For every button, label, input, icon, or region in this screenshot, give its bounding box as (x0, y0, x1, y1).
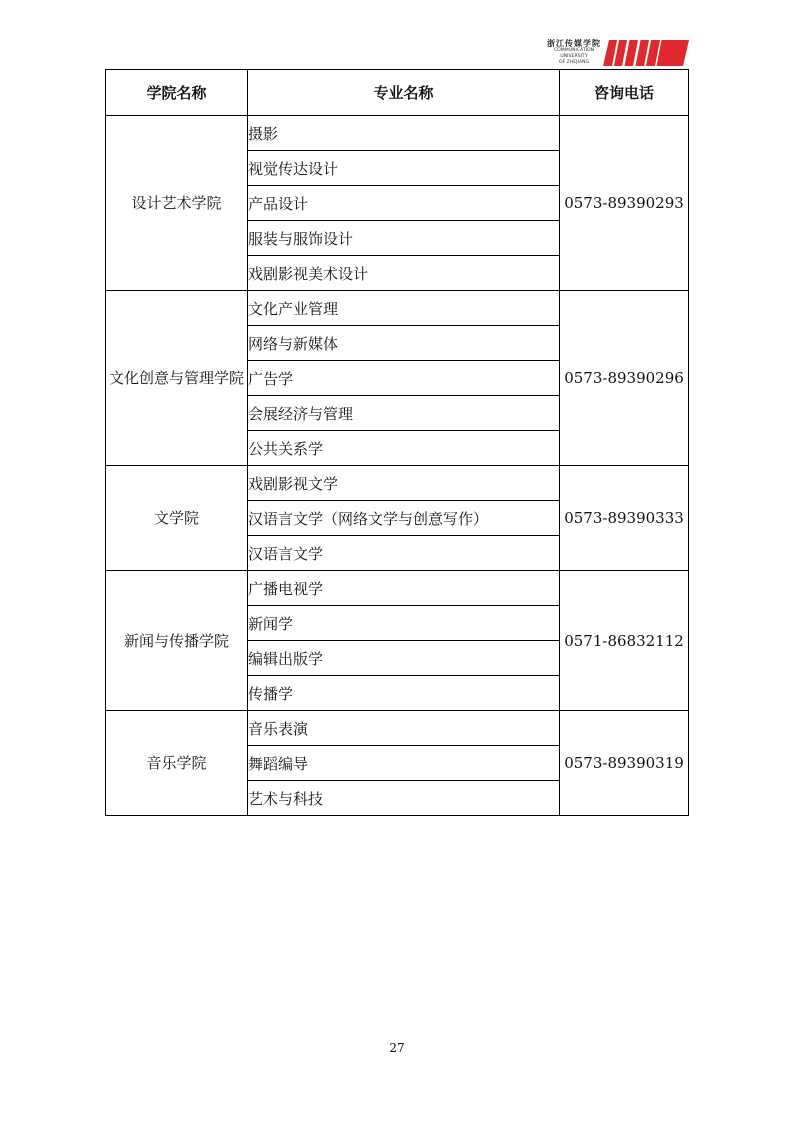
major-name: 会展经济与管理 (248, 396, 560, 431)
logo-stripes-icon (603, 40, 689, 66)
major-name: 汉语言文学（网络文学与创意写作） (248, 501, 560, 536)
header-major: 专业名称 (248, 70, 560, 116)
major-name: 广播电视学 (248, 571, 560, 606)
contact-phone: 0571-86832112 (560, 571, 689, 711)
logo-text (543, 38, 605, 65)
major-name: 文化产业管理 (248, 291, 560, 326)
page-number: 27 (389, 1041, 405, 1055)
contact-phone: 0573-89390293 (560, 116, 689, 291)
college-name: 文学院 (106, 466, 248, 571)
table-row (106, 291, 689, 326)
logo-english-name-line-1: COMMUNICATION (553, 48, 595, 53)
table-row (106, 711, 689, 746)
major-name: 网络与新媒体 (248, 326, 560, 361)
major-name: 产品设计 (248, 186, 560, 221)
major-name: 编辑出版学 (248, 641, 560, 676)
college-name: 新闻与传播学院 (106, 571, 248, 711)
major-name: 新闻学 (248, 606, 560, 641)
major-name: 传播学 (248, 676, 560, 711)
college-name: 文化创意与管理学院 (106, 291, 248, 466)
contact-phone: 0573-89390296 (560, 291, 689, 466)
major-name: 视觉传达设计 (248, 151, 560, 186)
university-logo (543, 38, 689, 68)
majors-contact-table (105, 69, 689, 816)
major-name: 服装与服饰设计 (248, 221, 560, 256)
logo-chinese-name: 浙江传媒学院 (547, 38, 601, 48)
major-name: 戏剧影视美术设计 (248, 256, 560, 291)
table-row (106, 571, 689, 606)
major-name: 音乐表演 (248, 711, 560, 746)
contact-phone: 0573-89390319 (560, 711, 689, 816)
logo-english-name-line-3: OF ZHEJIANG (558, 60, 590, 65)
major-name: 戏剧影视文学 (248, 466, 560, 501)
header-phone: 咨询电话 (560, 70, 689, 116)
logo-english-name-line-2: UNIVERSITY (560, 54, 588, 59)
major-name: 摄影 (248, 116, 560, 151)
major-name: 公共关系学 (248, 431, 560, 466)
college-name: 设计艺术学院 (106, 116, 248, 291)
table-row (106, 116, 689, 151)
major-name: 艺术与科技 (248, 781, 560, 816)
major-name: 广告学 (248, 361, 560, 396)
major-name: 汉语言文学 (248, 536, 560, 571)
header-college: 学院名称 (106, 70, 248, 116)
table-header-row (106, 70, 689, 116)
major-name: 舞蹈编导 (248, 746, 560, 781)
college-name: 音乐学院 (106, 711, 248, 816)
contact-phone: 0573-89390333 (560, 466, 689, 571)
table-row (106, 466, 689, 501)
